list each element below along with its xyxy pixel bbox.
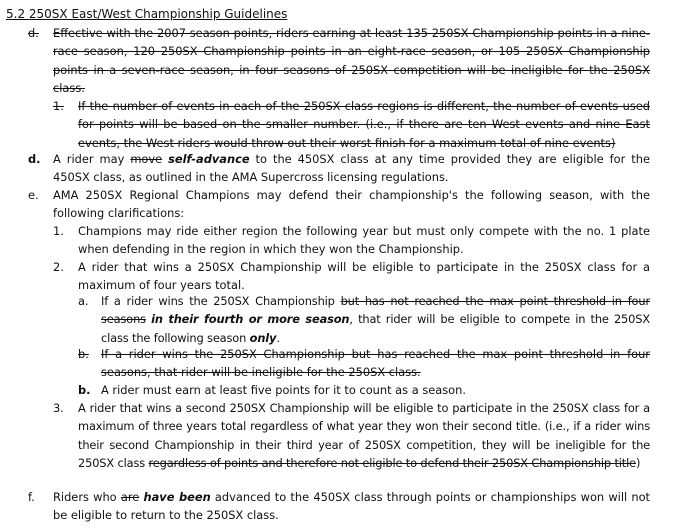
section-heading: 5.2 250SX East/West Championship Guidelines bbox=[6, 7, 288, 21]
item-e-sub-2-b-deleted-label: b. bbox=[78, 347, 89, 361]
item-e-sub-2-a-emph-only: only bbox=[249, 330, 277, 345]
item-e-sub-1 bbox=[53, 222, 650, 259]
item-d-text-1: A rider may bbox=[53, 152, 131, 166]
item-e-sub-3 bbox=[53, 399, 650, 473]
item-e-sub-1-label: 1. bbox=[53, 224, 64, 238]
item-f-inserted: have been bbox=[143, 490, 211, 504]
item-e-text: AMA 250SX Regional Champions may defend their championship's the following season, with the following clarifications: bbox=[53, 188, 650, 221]
item-d-label: d. bbox=[28, 152, 41, 166]
item-e-sub-2-a-text-2: , that rider will be eligible to compete in the 250SX class the following season bbox=[101, 312, 650, 345]
item-f-text-2: advanced to the 450SX class through points or championships won will not be eligible to return to the 250SX class. bbox=[53, 490, 651, 523]
item-e-sub-3-text: A rider that wins a second 250SX Championship will be eligible to participate in the 250SX class for a maximum of three years total regardless of what year they won their second title. (i.e., if a rider wins their second Championship in their third year of 250SX competition, they will be ineligible for the 250SX class bbox=[78, 401, 650, 471]
item-e-sub-2-a-text-1: If a rider wins the 250SX Championship bbox=[101, 294, 341, 308]
item-f-label: f. bbox=[28, 490, 35, 504]
item-f-text-1: Riders who bbox=[53, 490, 121, 504]
item-d-deleted-text: Effective with the 2007 season points, riders earning at least 135 250SX Championship points in a nine-race season, 120 250SX Championship points in an eight-race season, or 105 250SX Championship points in a seven-race season, in four seasons of 250SX competition will be ineligible for the 250SX class. bbox=[53, 26, 650, 96]
item-d-struck-word: move bbox=[130, 152, 163, 166]
item-e-sub-2-b-deleted-text: If a rider wins the 250SX Championship but has reached the max point threshold in four seasons, that rider will be ineligible for the 250SX class. bbox=[101, 347, 650, 380]
item-d-deleted bbox=[28, 24, 650, 98]
item-e-sub-2-text: A rider that wins a 250SX Championship will be eligible to participate in the 250SX class for a maximum of four years total. bbox=[78, 260, 650, 293]
item-d-inserted-word: self-advance bbox=[168, 152, 250, 166]
item-e-sub-2-a-inserted: in their fourth or more season bbox=[151, 312, 350, 327]
item-d bbox=[28, 150, 650, 187]
item-e-label: e. bbox=[28, 188, 39, 202]
item-e-sub-2-b-deleted bbox=[78, 345, 650, 382]
item-e-sub-3-close-paren: ) bbox=[636, 456, 641, 471]
item-e-sub-2-a-struck: but has not reached the max point threshold in four seasons bbox=[101, 294, 650, 327]
item-e-sub-2-b-label: b. bbox=[78, 383, 91, 397]
item-e-sub-2-b bbox=[78, 381, 650, 399]
item-f-struck: are bbox=[120, 490, 140, 504]
item-e bbox=[28, 186, 650, 223]
item-e-sub-2 bbox=[53, 258, 650, 295]
item-d-deleted-label: d. bbox=[28, 26, 39, 40]
item-d-text-2: to the 450SX class at any time provided they are eligible for the 450SX class, as outlined in the AMA Supercross licensing regulations. bbox=[53, 152, 650, 185]
item-d-deleted-sub-1 bbox=[53, 97, 650, 152]
item-e-sub-1-text: Champions may ride either region the following year but must only compete with the no. 1 plate when defending in the region in which they won the Championship. bbox=[78, 224, 650, 257]
item-d-deleted-sub-1-text: If the number of events in each of the 250SX class regions is different, the number of events used for points will be based on the smaller number. (i.e., if there are ten West events and nine East events, the West riders would throw out their worst finish for a maximum total of nine events) bbox=[78, 99, 650, 150]
item-d-deleted-sub-1-label: 1. bbox=[53, 99, 64, 113]
item-e-sub-2-b-text: A rider must earn at least five points for it to count as a season. bbox=[101, 383, 466, 397]
item-e-sub-3-label: 3. bbox=[53, 401, 64, 415]
item-e-sub-2-a bbox=[78, 292, 650, 347]
item-e-sub-3-struck: regardless of points and therefore not eligible to defend their 250SX Championship title bbox=[148, 456, 636, 471]
item-e-sub-2-label: 2. bbox=[53, 260, 64, 274]
item-e-sub-2-a-period: . bbox=[276, 330, 280, 345]
item-e-sub-2-a-label: a. bbox=[78, 294, 89, 308]
item-f bbox=[28, 488, 650, 525]
